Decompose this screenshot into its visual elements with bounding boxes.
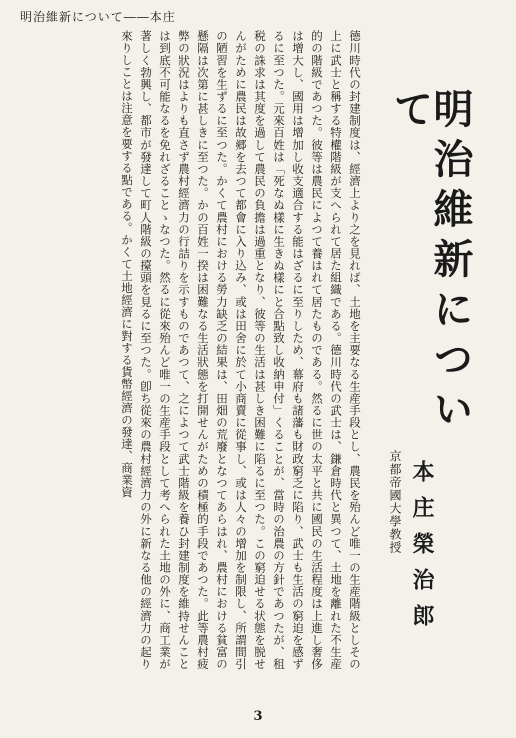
author-affiliation: 京都帝國大學教授	[388, 450, 402, 554]
article-title: 明治維新について	[387, 88, 474, 438]
page-number: 3	[253, 709, 263, 724]
author-name: 本庄榮治郎	[409, 460, 435, 640]
running-head: 明治維新について――本庄	[20, 10, 176, 24]
body-text: 德川時代の封建制度は、經濟上より之を見れば、土地を主要なる生産手段とし、農民を殆んど唯一の生産階級としその上に武士と稱する特權階級が支へられて居た組織である。德川時代の武士は、鎌倉時代と異つて、土地を離れた不生産的の階級であつた。彼等は農民によつて養はれて居たものである。然るに世の太平と共に國民の生活程度は上進し奢侈は增大し、國用は增加し收支適合する能はざるに至りしため、幕府も諸藩も財政窮乏に陷り、武士も生活の窮迫を感ずるに至つた。元來百姓は「死なぬ樣に生きぬ樣にと合點致し收納申付」くることが、當時の治農の方針であつたが、租税の誅求は其度を過して農民の負擔は過重となり、彼等の生活は甚しき困難に陷るに至つた。この窮迫せる状態を脱せんがために農民は故郷を去つて都會に入り込み、或は田舍に於て小商賣に從事し、或は人々の增加を制限し、所謂間引の陋習を生ずるに至つた。かくて農村における勞力缺乏の結果は、田畑の荒廢となつてあらはれ、農村における貧富の懸隔は次第に甚しきに至つた。かの百姓一揆は困難なる生活狀態を打開せんがための積極的手段であつた。此等農村疲弊の狀況はよりも直さず農村經濟力の行詰りを示すものであつて、之によつて武士階級を養ひ封建制度を維持せんことは到底不可能なるを免れざることゝなつた。然るに從來殆んど唯一の生産手段として考へられた土地の外に、商工業が著しく勃興し、都市が發達して町人階級の擡頭を見るに至つた。卽ち從來の農村經濟力の外に新なる他の經濟力の起り來りしことは注意を要する點である。かくて土地經濟に對する貨幣經濟の發達、商業資	[120, 30, 362, 670]
